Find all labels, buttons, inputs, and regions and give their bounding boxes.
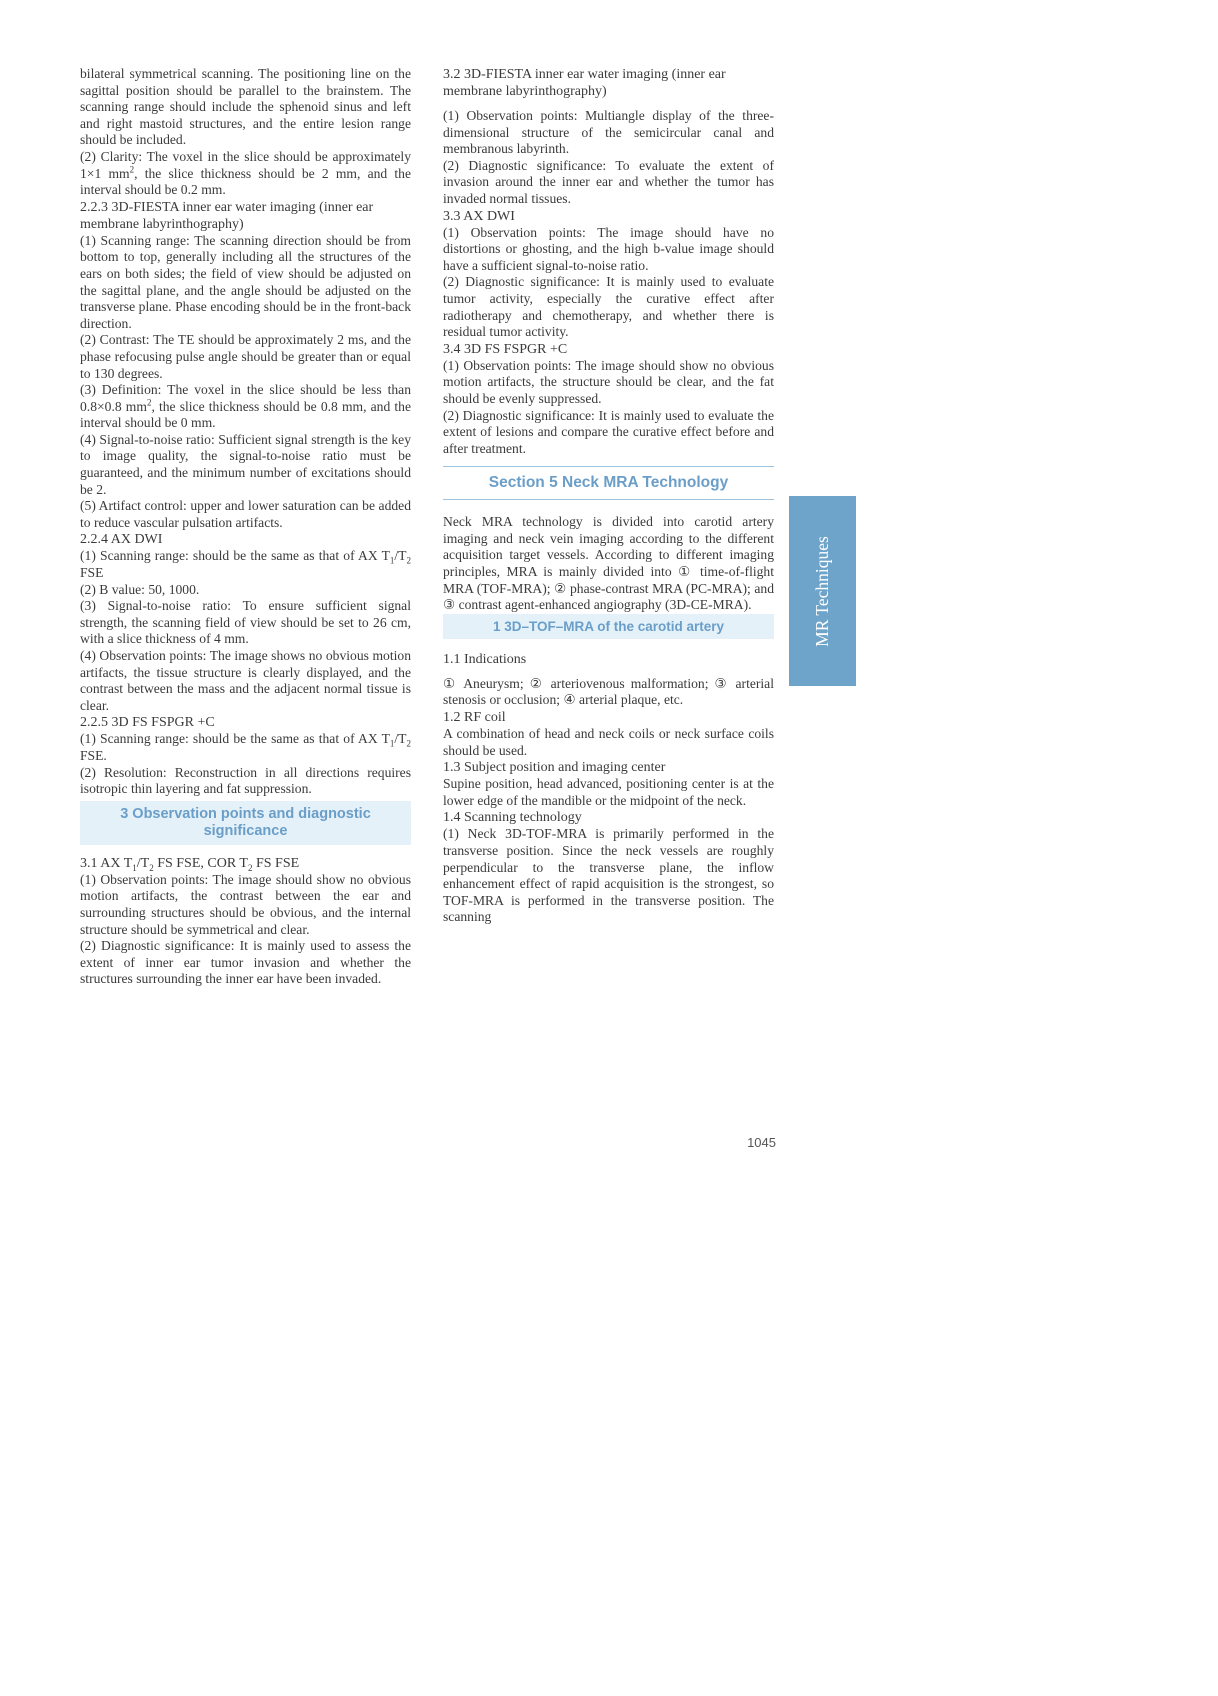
page-number: 1045	[747, 1135, 776, 1150]
paragraph: ① Aneurysm; ② arteriovenous malformation; ③ arterial stenosis or occlusion; ④ arterial plaque, etc.	[443, 675, 774, 708]
paragraph: (1) Scanning range: should be the same as that of AX $T_1/T_2$ FSE	[80, 548, 411, 581]
paragraph: (1) Observation points: The image should have no distortions or ghosting, and the high b-value image should have a sufficient signal-to-noise ratio.	[443, 224, 774, 273]
subheading: 2.2.3 3D-FIESTA inner ear water imaging (inner ear membrane labyrinthography)	[80, 199, 374, 232]
paragraph: (3) Signal-to-noise ratio: To ensure sufficient signal strength, the scanning field of view should be set to 26 cm, with a slice thickness of 4 mm.	[80, 598, 411, 647]
paragraph: (4) Signal-to-noise ratio: Sufficient signal strength is the key to image quality, the signal-to-noise ratio must be guaranteed, and the minimum number of excitations should be 2.	[80, 431, 411, 497]
paragraph: (2) Resolution: Reconstruction in all directions requires isotropic thin layering and fat suppression.	[80, 764, 411, 797]
section-banner: 3 Observation points and diagnostic significance	[80, 801, 411, 845]
paragraph: Neck MRA technology is divided into carotid artery imaging and neck vein imaging according to the different acquisition target vessels. According to different imaging principles, MRA is mainly divided into ① time-of-flight MRA (TOF-MRA); ② phase-contrast MRA (PC-MRA); and ③ contrast agent-enhanced angiography (3D-CE-MRA).	[443, 514, 774, 613]
subheading: 2.2.4 AX DWI	[80, 532, 163, 548]
subheading: 1.1 Indications	[443, 651, 527, 667]
subheading: 1.2 RF coil	[443, 710, 506, 726]
paragraph: bilateral symmetrical scanning. The positioning line on the sagittal position should be parallel to the brainstem. The scanning range should include the sphenoid sinus and left and right mastoid structures, and the entire lesion range should be included.	[80, 66, 411, 148]
subheading: 1.4 Scanning technology	[443, 810, 582, 826]
paragraph: (5) Artifact control: upper and lower saturation can be added to reduce vascular pulsation artifacts.	[80, 498, 411, 530]
section-banner: 1 3D–TOF–MRA of the carotid artery	[443, 614, 774, 639]
chapter-side-tab	[789, 496, 856, 686]
paragraph: (3) Definition: The voxel in the slice should be less than 0.8×0.8 $mm^2$, the slice thickness should be 0.8 mm, and the interval should be 0 mm.	[80, 382, 411, 431]
subheading: 3.3 AX DWI	[443, 208, 515, 224]
subheading: 3.4 3D FS FSPGR +C	[443, 341, 568, 357]
paragraph: (1) Observation points: The image should show no obvious motion artifacts, the contrast between the ear and surrounding structures should be obvious, and the internal structure should be symmetrical and clear.	[80, 871, 411, 937]
paragraph: (2) Contrast: The TE should be approximately 2 ms, and the phase refocusing pulse angle should be greater than or equal to 130 degrees.	[80, 332, 411, 381]
paragraph: (1) Scanning range: should be the same as that of AX $T_1/T_2$ FSE.	[80, 731, 411, 763]
paragraph: (1) Observation points: Multiangle display of the three-dimensional structure of the semicircular canal and membranous labyrinth.	[443, 108, 774, 157]
subheading: 1.3 Subject position and imaging center	[443, 760, 666, 776]
paragraph: (2) Diagnostic significance: It is mainly used to evaluate the extent of lesions and compare the curative effect before and after treatment.	[443, 407, 774, 456]
subheading: 3.2 3D-FIESTA inner ear water imaging (inner ear membrane labyrinthography)	[443, 67, 726, 99]
paragraph: (2) Clarity: The voxel in the slice should be approximately 1×1 $mm^2$, the slice thickness should be 2 mm, and the interval should be 0.2 mm.	[80, 148, 411, 198]
right-column	[443, 66, 774, 926]
paragraph: (2) Diagnostic significance: It is mainly used to assess the extent of inner ear tumor invasion and whether the structures surrounding the inner ear have been invaded.	[80, 938, 411, 987]
paragraph: Supine position, head advanced, positioning center is at the lower edge of the mandible or the midpoint of the neck.	[443, 776, 774, 808]
paragraph: A combination of head and neck coils or neck surface coils should be used.	[443, 726, 774, 758]
paragraph: (1) Observation points: The image should show no obvious motion artifacts, the structure should be clear, and the fat should be evenly suppressed.	[443, 357, 774, 406]
section-title: Section 5 Neck MRA Technology	[443, 466, 774, 500]
chapter-side-tab-label: MR Techniques	[812, 535, 833, 647]
paragraph: (1) Scanning range: The scanning direction should be from bottom to top, generally including all the structures of the ears on both sides; the field of view should be adjusted on the sagittal plane, and the angle should be adjusted on the transverse plane. Phase encoding should be in the front-back direction.	[80, 232, 411, 331]
paragraph: (4) Observation points: The image shows no obvious motion artifacts, the tissue structure is clearly displayed, and the contrast between the mass and the adjacent normal tissue is clear.	[80, 648, 411, 713]
left-column	[80, 66, 411, 988]
paragraph: (2) Diagnostic significance: To evaluate the extent of invasion around the inner ear and whether the tumor has invaded normal tissues.	[443, 157, 774, 206]
paragraph: (2) B value: 50, 1000.	[80, 581, 200, 597]
paragraph: (2) Diagnostic significance: It is mainly used to evaluate tumor activity, especially the curative effect after radiotherapy and chemotherapy, and whether there is residual tumor activity.	[443, 274, 774, 340]
subheading: 2.2.5 3D FS FSPGR +C	[80, 715, 215, 731]
subheading: 3.1 AX $T_1/T_2$ FS FSE, COR $T_2$ FS FSE	[80, 855, 300, 873]
paragraph: (1) Neck 3D-TOF-MRA is primarily performed in the transverse position. Since the neck vessels are roughly perpendicular to the transverse plane, the inflow enhancement effect of rapid acquisition is the strongest, so TOF-MRA is performed in the transverse position. The scanning	[443, 826, 774, 925]
